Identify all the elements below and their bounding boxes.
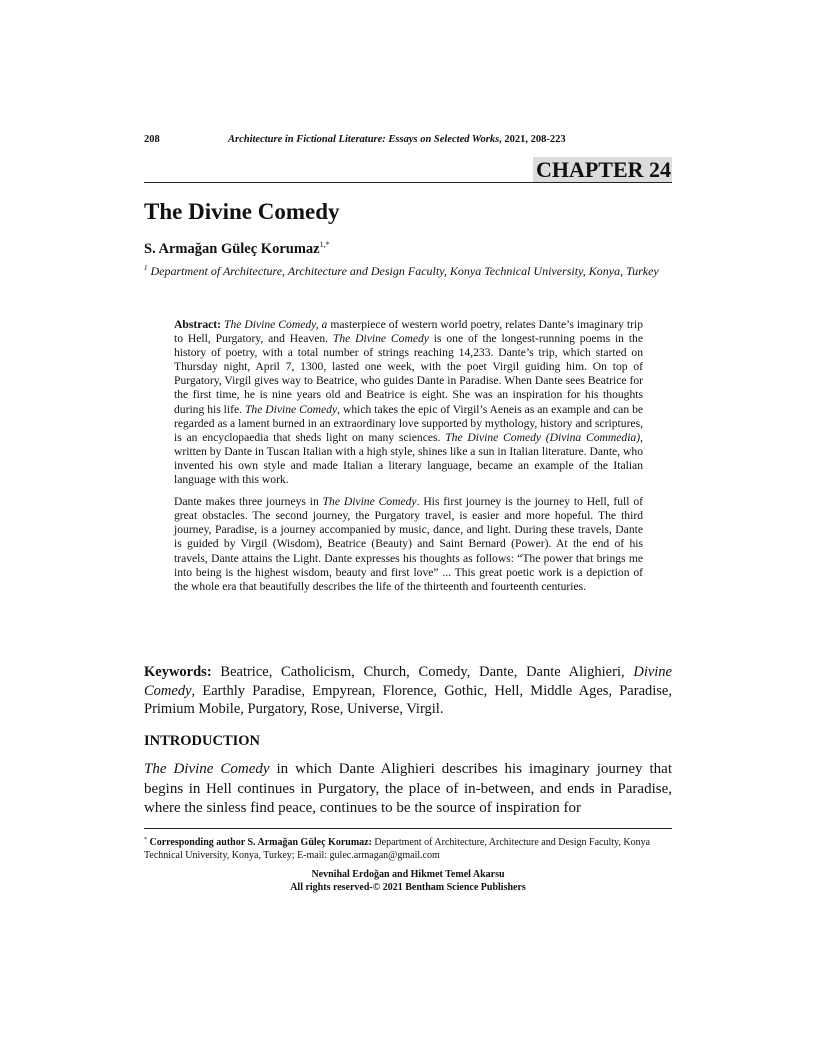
abstract-paragraph-1	[174, 318, 643, 487]
keywords-label: Keywords:	[144, 664, 212, 680]
italic-run: The Divine Comedy (Divina Commedia)	[445, 430, 641, 444]
text-run: , written by Dante in Tuscan Italian with a high style, shines like a sun in Italian literature. Dante, who invented his own style and made Italian a literary language, became an example of the Italian language with this work.	[174, 430, 643, 487]
text-run: , Earthly Paradise, Empyrean, Florence, Gothic, Hell, Middle Ages, Paradise, Primium Mobile, Purgatory, Rose, Universe, Virgil.	[144, 682, 672, 717]
author-line	[144, 236, 330, 258]
italic-run: The Divine Comedy	[322, 495, 417, 509]
abstract	[174, 318, 643, 602]
page-footer	[144, 869, 672, 894]
footnote-label: Corresponding author S. Armağan Güleç Korumaz:	[149, 837, 372, 848]
introduction-paragraph	[144, 760, 672, 819]
text-run: Dante makes three journeys in	[174, 495, 323, 509]
keywords	[144, 663, 672, 719]
affiliation	[144, 261, 672, 279]
affiliation-text: Department of Architecture, Architecture and Design Faculty, Konya Technical University, Konya, Turkey	[150, 264, 659, 278]
abstract-text-2	[174, 495, 643, 593]
footnote-text: Department of Architecture, Architecture and Design Faculty, Konya Technical University, Konya, Turkey; E-mail: gulec.armagan@gmail.com	[144, 837, 651, 861]
italic-run: The Divine Comedy, a	[224, 318, 328, 331]
text-run: masterpiece of western world poetry, relates Dante’s imaginary trip to Hell, Purgatory, and Heaven.	[174, 318, 643, 346]
italic-run: The Divine Comedy	[332, 332, 429, 346]
chapter-label: CHAPTER 24	[533, 157, 672, 182]
author-marks: 1,*	[319, 240, 330, 249]
text-run: . His first journey is the journey to Hell, full of great obstacles. The second journey, the Purgatory travel, is easier and more hopeful. The third journey, Paradise, is a journey accompanied by music, dance, and light. During these travels, Dante is guided by Virgil (Wisdom), Beatrice (Beauty) and Saint Bernard (Power). At the end of his travels, Dante attains the Light. Dante expresses his thoughts as follows: “The power that brings me into being is the highest wisdom, beauty and first love” ... This great poetic work is a depiction of the whole era that beautifully describes the life of the thirteenth and fourteenth centuries.	[174, 495, 643, 593]
book-citation	[228, 133, 566, 147]
affiliation-mark: 1	[144, 264, 148, 272]
italic-run: The Divine Comedy	[144, 761, 270, 777]
text-run: in which Dante Alighieri describes his imaginary journey that begins in Hell continues in Purgatory, the place of in-between, and ends in Paradise, where the sinless find peace, continues to be the source of inspiration for	[144, 761, 672, 816]
text-run: , which takes the epic of Virgil’s Aeneis as an example and can be regarded as a lament burned in an extraordinary love supported by mythology, history and scriptures, is an encyclopaedia that sheds light on many sciences.	[174, 402, 644, 444]
page-number: 208	[144, 134, 160, 145]
abstract-paragraph-2	[174, 495, 643, 594]
footnote-mark: *	[144, 837, 147, 843]
author-name: S. Armağan Güleç Korumaz	[144, 241, 320, 257]
article-title: The Divine Comedy	[144, 199, 340, 224]
text-run: is one of the longest-running poems in the history of poetry, with a total number of strings reaching 14,233. Dante’s trip, which started on Thursday night, April 7, 1300, lasted one week, with the poet Virgil guiding him. On top of Purgatory, Virgil gives way to Beatrice, who guides Dante in Paradise. When Dante sees Beatrice for the first time, he is nine years old and Beatrice is eight. She was an inspiration for his thoughts during his life.	[174, 332, 643, 416]
introduction-text	[144, 761, 672, 816]
footnote-divider	[144, 828, 672, 829]
italic-run: Divine Comedy	[144, 664, 672, 699]
italic-run: The Divine Comedy	[244, 402, 338, 416]
keywords-list	[144, 664, 672, 717]
book-citation-details: , 2021, 208-223	[499, 134, 566, 145]
abstract-text-1	[174, 318, 643, 486]
text-run: Beatrice, Catholicism, Church, Comedy, Dante, Dante Alighieri,	[211, 664, 634, 680]
section-heading-introduction: INTRODUCTION	[144, 733, 261, 749]
footer-editors: Nevnihal Erdoğan and Hikmet Temel Akarsu	[311, 869, 505, 880]
footer-rights: All rights reserved-© 2021 Bentham Science Publishers	[290, 881, 526, 893]
abstract-label: Abstract:	[174, 318, 222, 331]
chapter-divider	[144, 182, 672, 183]
book-title: Architecture in Fictional Literature: Essays on Selected Works	[228, 134, 500, 145]
footnote	[144, 834, 672, 862]
